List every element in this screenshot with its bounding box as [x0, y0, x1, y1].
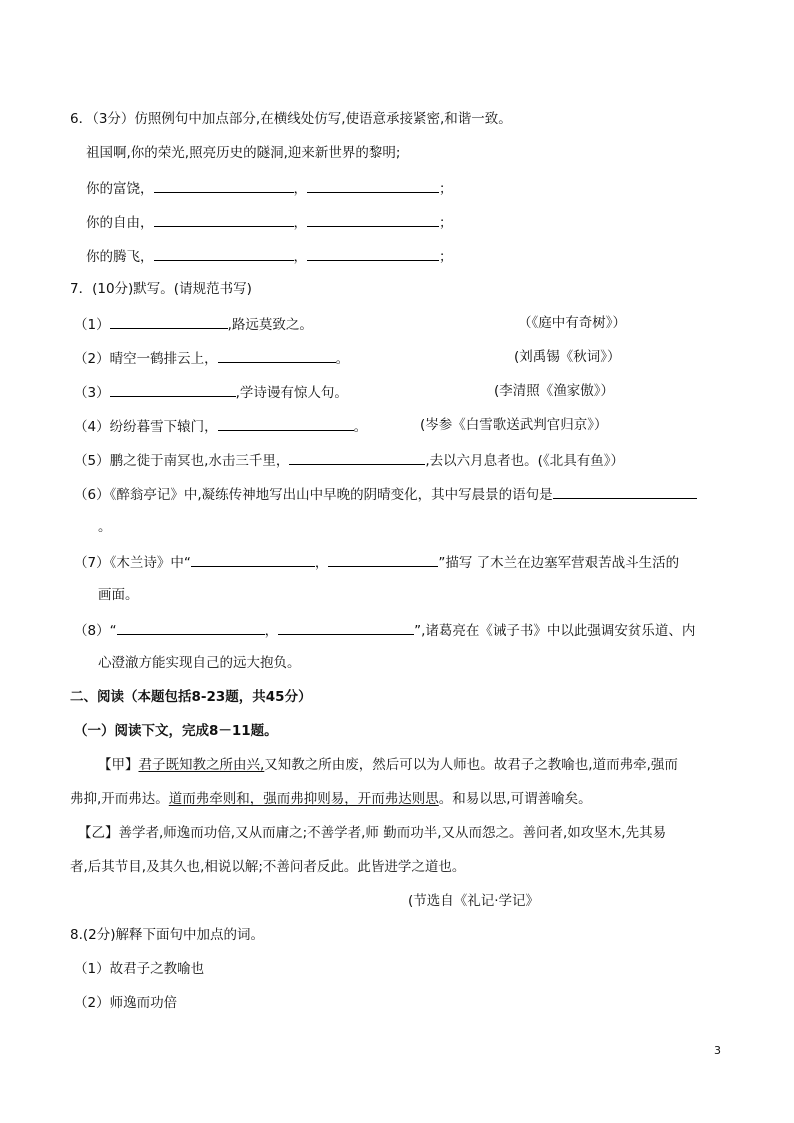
q6-row-prefix: 你的腾飞， — [86, 249, 154, 265]
q7-item-6-end: 。 — [98, 519, 112, 535]
underlined-sentence: 君子既知教之所由兴, — [138, 757, 265, 773]
answer-blank[interactable] — [218, 415, 354, 431]
q7-item-8-cont: 心澄澈方能实现自己的远大抱负。 — [98, 655, 301, 671]
item-number: （2） — [74, 351, 110, 367]
answer-blank[interactable] — [154, 245, 294, 261]
passage-jia-line-1 — [98, 755, 678, 775]
q6-row — [86, 177, 453, 199]
passage-tag: 【甲】 — [98, 757, 139, 773]
passage-tag: 【乙】 — [78, 825, 119, 841]
q8-item: （1）故君子之教喻也 — [74, 961, 205, 977]
q6-row-comma: ， — [293, 181, 307, 197]
item-number: （8） — [74, 623, 110, 639]
q6-row-prefix: 你的富饶， — [86, 181, 154, 197]
item-text: ,学诗谩有惊人句。 — [235, 385, 348, 401]
q6-row-end: ； — [439, 249, 453, 265]
answer-blank[interactable] — [117, 619, 265, 635]
q7-item-3-source: (李清照《渔家傲》） — [494, 383, 615, 399]
item-number: （5） — [74, 453, 110, 469]
q7-item-6 — [74, 483, 697, 505]
item-number: （4） — [74, 419, 110, 435]
item-comma: ， — [314, 555, 329, 571]
q6-row-end: ； — [439, 181, 453, 197]
section-title: 二、阅读（本题包括8-23题，共45分） — [70, 689, 312, 705]
passage-jia-line-2 — [70, 789, 592, 809]
item-comma: ， — [264, 623, 279, 639]
q7-item-1-source: （《庭中有奇树》） — [518, 315, 626, 331]
passage-yi-line-1 — [78, 823, 666, 843]
answer-blank[interactable] — [328, 551, 438, 567]
passage-source: (节选自《礼记·学记》 — [408, 893, 540, 909]
q7-item-2 — [74, 347, 349, 369]
item-pre: “ — [109, 623, 117, 639]
item-text: 晴空一鹤排云上， — [109, 351, 218, 367]
item-number: （6） — [74, 487, 110, 503]
q7-item-2-source: (刘禹锡《秋词》） — [514, 349, 621, 365]
answer-blank[interactable] — [307, 245, 439, 261]
q6-example: 祖国啊,你的荣光,照亮历史的隧洞,迎来新世界的黎明; — [86, 145, 401, 161]
item-tail: ,去以六月息者也。(《北具有鱼》） — [425, 453, 624, 469]
answer-blank[interactable] — [110, 381, 236, 397]
answer-blank[interactable] — [154, 211, 294, 227]
answer-blank[interactable] — [278, 619, 414, 635]
item-number: （7） — [74, 555, 110, 571]
passage-text: 又知教之所由废，然后可以为人师也。故君子之教喻也,道而弗牵,强而 — [264, 757, 678, 773]
item-end: 。 — [353, 419, 368, 435]
answer-blank[interactable] — [553, 483, 697, 499]
q7-header: 7．(10分)默写。(请规范书写) — [70, 281, 252, 297]
q6-row — [86, 245, 453, 267]
answer-blank[interactable] — [289, 449, 425, 465]
subsection-title: （一）阅读下文，完成8－11题。 — [74, 723, 278, 739]
q8-header: 8.(2分)解释下面句中加点的词。 — [70, 927, 265, 943]
q7-item-4 — [74, 415, 367, 437]
item-text: 纷纷暮雪下辕门， — [109, 419, 218, 435]
answer-blank[interactable] — [307, 211, 439, 227]
q6-row-comma: ， — [293, 249, 307, 265]
item-number: （3） — [74, 385, 110, 401]
q7-item-1 — [74, 313, 313, 335]
q7-item-5 — [74, 449, 624, 471]
answer-blank[interactable] — [307, 177, 439, 193]
item-text: ,路远莫致之。 — [227, 317, 313, 333]
item-end: 。 — [335, 351, 350, 367]
underlined-sentence: 道而弗牵则和，强而弗抑则易，开而弗达则思 — [168, 791, 439, 807]
answer-blank[interactable] — [110, 313, 228, 329]
answer-blank[interactable] — [191, 551, 315, 567]
item-number: （1） — [74, 317, 110, 333]
q7-item-4-source: (岑参《白雪歌送武判官归京》） — [420, 417, 608, 433]
answer-blank[interactable] — [218, 347, 336, 363]
passage-text: 弗抑,开而弗达。 — [70, 791, 169, 807]
q6-row — [86, 211, 453, 233]
item-post: ”,诸葛亮在《诫子书》中以此强调安贫乐道、内 — [414, 623, 696, 639]
item-post: ”描写 了木兰在边塞军营艰苦战斗生活的 — [438, 555, 680, 571]
q8-item: （2）师逸而功倍 — [74, 995, 178, 1011]
passage-text: 。和易以思,可谓善喻矣。 — [438, 791, 592, 807]
q7-item-7 — [74, 551, 679, 573]
q6-row-prefix: 你的自由， — [86, 215, 154, 231]
passage-yi-line-2: 者,后其节目,及其久也,相说以解;不善问者反此。此皆进学之道也。 — [70, 859, 466, 875]
q7-item-7-cont: 画面。 — [98, 587, 139, 603]
q7-item-8 — [74, 619, 695, 641]
answer-blank[interactable] — [154, 177, 294, 193]
item-text: 《醉翁亭记》中,凝练传神地写出山中早晚的阴晴变化，其中写晨景的语句是 — [109, 487, 553, 503]
q6-header: 6．（3分）仿照例句中加点部分,在横线处仿写,使语意承接紧密,和谐一致。 — [70, 111, 512, 127]
page-number: 3 — [714, 1044, 721, 1057]
q7-item-3 — [74, 381, 348, 403]
passage-text: 善学者,师逸而功倍,又从而庸之;不善学者,师 勤而功半,又从而怨之。善问者,如攻坚木,先其易 — [118, 825, 667, 841]
item-pre: 《木兰诗》中“ — [109, 555, 191, 571]
q6-row-comma: ， — [293, 215, 307, 231]
q6-row-end: ； — [439, 215, 453, 231]
item-text: 鹏之徙于南冥也,水击三千里， — [109, 453, 290, 469]
